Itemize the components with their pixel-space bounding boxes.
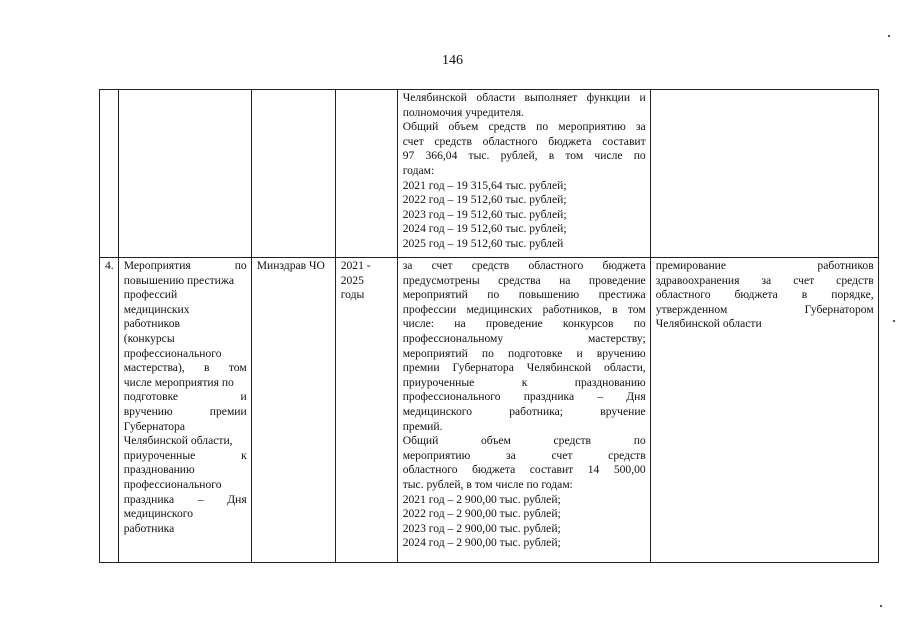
text-line: 2023 год – 19 512,60 тыс. рублей; [402, 207, 567, 221]
text-line: Челябинской области выполняет функции и [402, 91, 646, 104]
cell-period [335, 258, 397, 563]
text-line: Челябинской области [655, 317, 762, 331]
text-line: полномочия учредителя. [402, 105, 524, 119]
table-body [100, 90, 879, 563]
table-row [100, 258, 879, 563]
text-line: медицинского работника; вручение [402, 404, 646, 418]
text-line: профессионального [123, 477, 222, 491]
text-line: 2022 год – 19 512,60 тыс. рублей; [402, 193, 567, 207]
text-line: 2021 год – 2 900,00 тыс. рублей; [402, 492, 561, 506]
text-line: празднованию [123, 463, 195, 477]
cell-executor [251, 90, 335, 258]
text-line: 2021 - [340, 259, 371, 272]
text-line: мероприятий по подготовке и вручению [402, 346, 646, 360]
text-line: (конкурсы [123, 331, 175, 345]
text-line: работников [123, 317, 180, 331]
cell-period [335, 90, 397, 258]
text-line: медицинского [123, 507, 193, 521]
text-line: числе: на проведение конкурсов по [402, 317, 646, 331]
text-line: 2024 год – 19 512,60 тыс. рублей; [402, 222, 567, 236]
cell-description [397, 90, 650, 258]
text-line: за счет средств областного бюджета [402, 259, 646, 272]
text-line: 2024 год – 2 900,00 тыс. рублей; [402, 536, 561, 550]
cell-description [397, 258, 650, 563]
text-line: праздника – Дня [123, 492, 247, 506]
text-line: 2025 год – 19 512,60 тыс. рублей [402, 236, 564, 250]
cell-result [650, 258, 878, 563]
text-line: премий. [402, 419, 443, 433]
table-row [100, 90, 879, 258]
cell-number: 4. [100, 258, 119, 563]
text-line: числе мероприятия по [123, 375, 234, 389]
text-line: медицинских [123, 302, 190, 316]
text-line: вручению премии [123, 404, 247, 418]
scan-speck [893, 320, 895, 322]
text-line: предусмотрены средства на проведение [402, 273, 646, 287]
text-line: 2021 год – 19 315,64 тыс. рублей; [402, 178, 567, 192]
text-line: 2025 [340, 273, 364, 287]
text-line: работника [123, 521, 175, 535]
page-number: 146 [442, 53, 463, 68]
text-line: 2023 год – 2 900,00 тыс. рублей; [402, 521, 561, 535]
text-line: здравоохранения за счет средств [655, 273, 874, 287]
text-line: профессионального праздника – Дня [402, 390, 646, 404]
text-line: повышению престижа [123, 273, 235, 287]
text-line: приуроченные к празднованию [402, 375, 646, 389]
cell-executor: Минздрав ЧО [251, 258, 335, 563]
cell-measure-name [118, 258, 251, 563]
text-line: профессиональному мастерству; [402, 331, 646, 345]
text-line: профессий [123, 288, 178, 302]
text-line: годам: [402, 163, 435, 177]
text-line: Мероприятия по [123, 259, 247, 272]
cell-result [650, 90, 878, 258]
text-line: подготовке и [123, 390, 247, 404]
text-line: годы [340, 288, 365, 302]
text-line: Общий объем средств по мероприятию за [402, 120, 646, 134]
text-line: 97 366,04 тыс. рублей, в том числе по [402, 149, 646, 163]
text-line: премирование работников [655, 259, 874, 272]
text-line: утвержденном Губернатором [655, 302, 874, 316]
scan-speck [888, 35, 890, 37]
text-line: Губернатора [123, 419, 185, 433]
text-line: мастерства), в том [123, 361, 247, 375]
text-line: мероприятий по повышению престижа [402, 288, 646, 302]
text-line: профессии медицинских работников, в том [402, 302, 646, 316]
text-line: приуроченные к [123, 448, 247, 462]
text-line: областного бюджета в порядке, [655, 288, 874, 302]
text-line: Челябинской области, [123, 434, 233, 448]
cell-measure-name [118, 90, 251, 258]
cell-number [100, 90, 119, 258]
text-line: профессионального [123, 346, 222, 360]
text-line: счет средств областного бюджета составит [402, 134, 646, 148]
text-line: тыс. рублей, в том числе по годам: [402, 477, 573, 491]
scan-speck [880, 605, 882, 607]
text-line: областного бюджета составит 14 500,00 [402, 463, 646, 477]
text-line: 2022 год – 2 900,00 тыс. рублей; [402, 507, 561, 521]
measures-table [99, 89, 879, 563]
text-line: премии Губернатора Челябинской области, [402, 361, 646, 375]
text-line: мероприятию за счет средств [402, 448, 646, 462]
text-line: Общий объем средств по [402, 434, 646, 448]
